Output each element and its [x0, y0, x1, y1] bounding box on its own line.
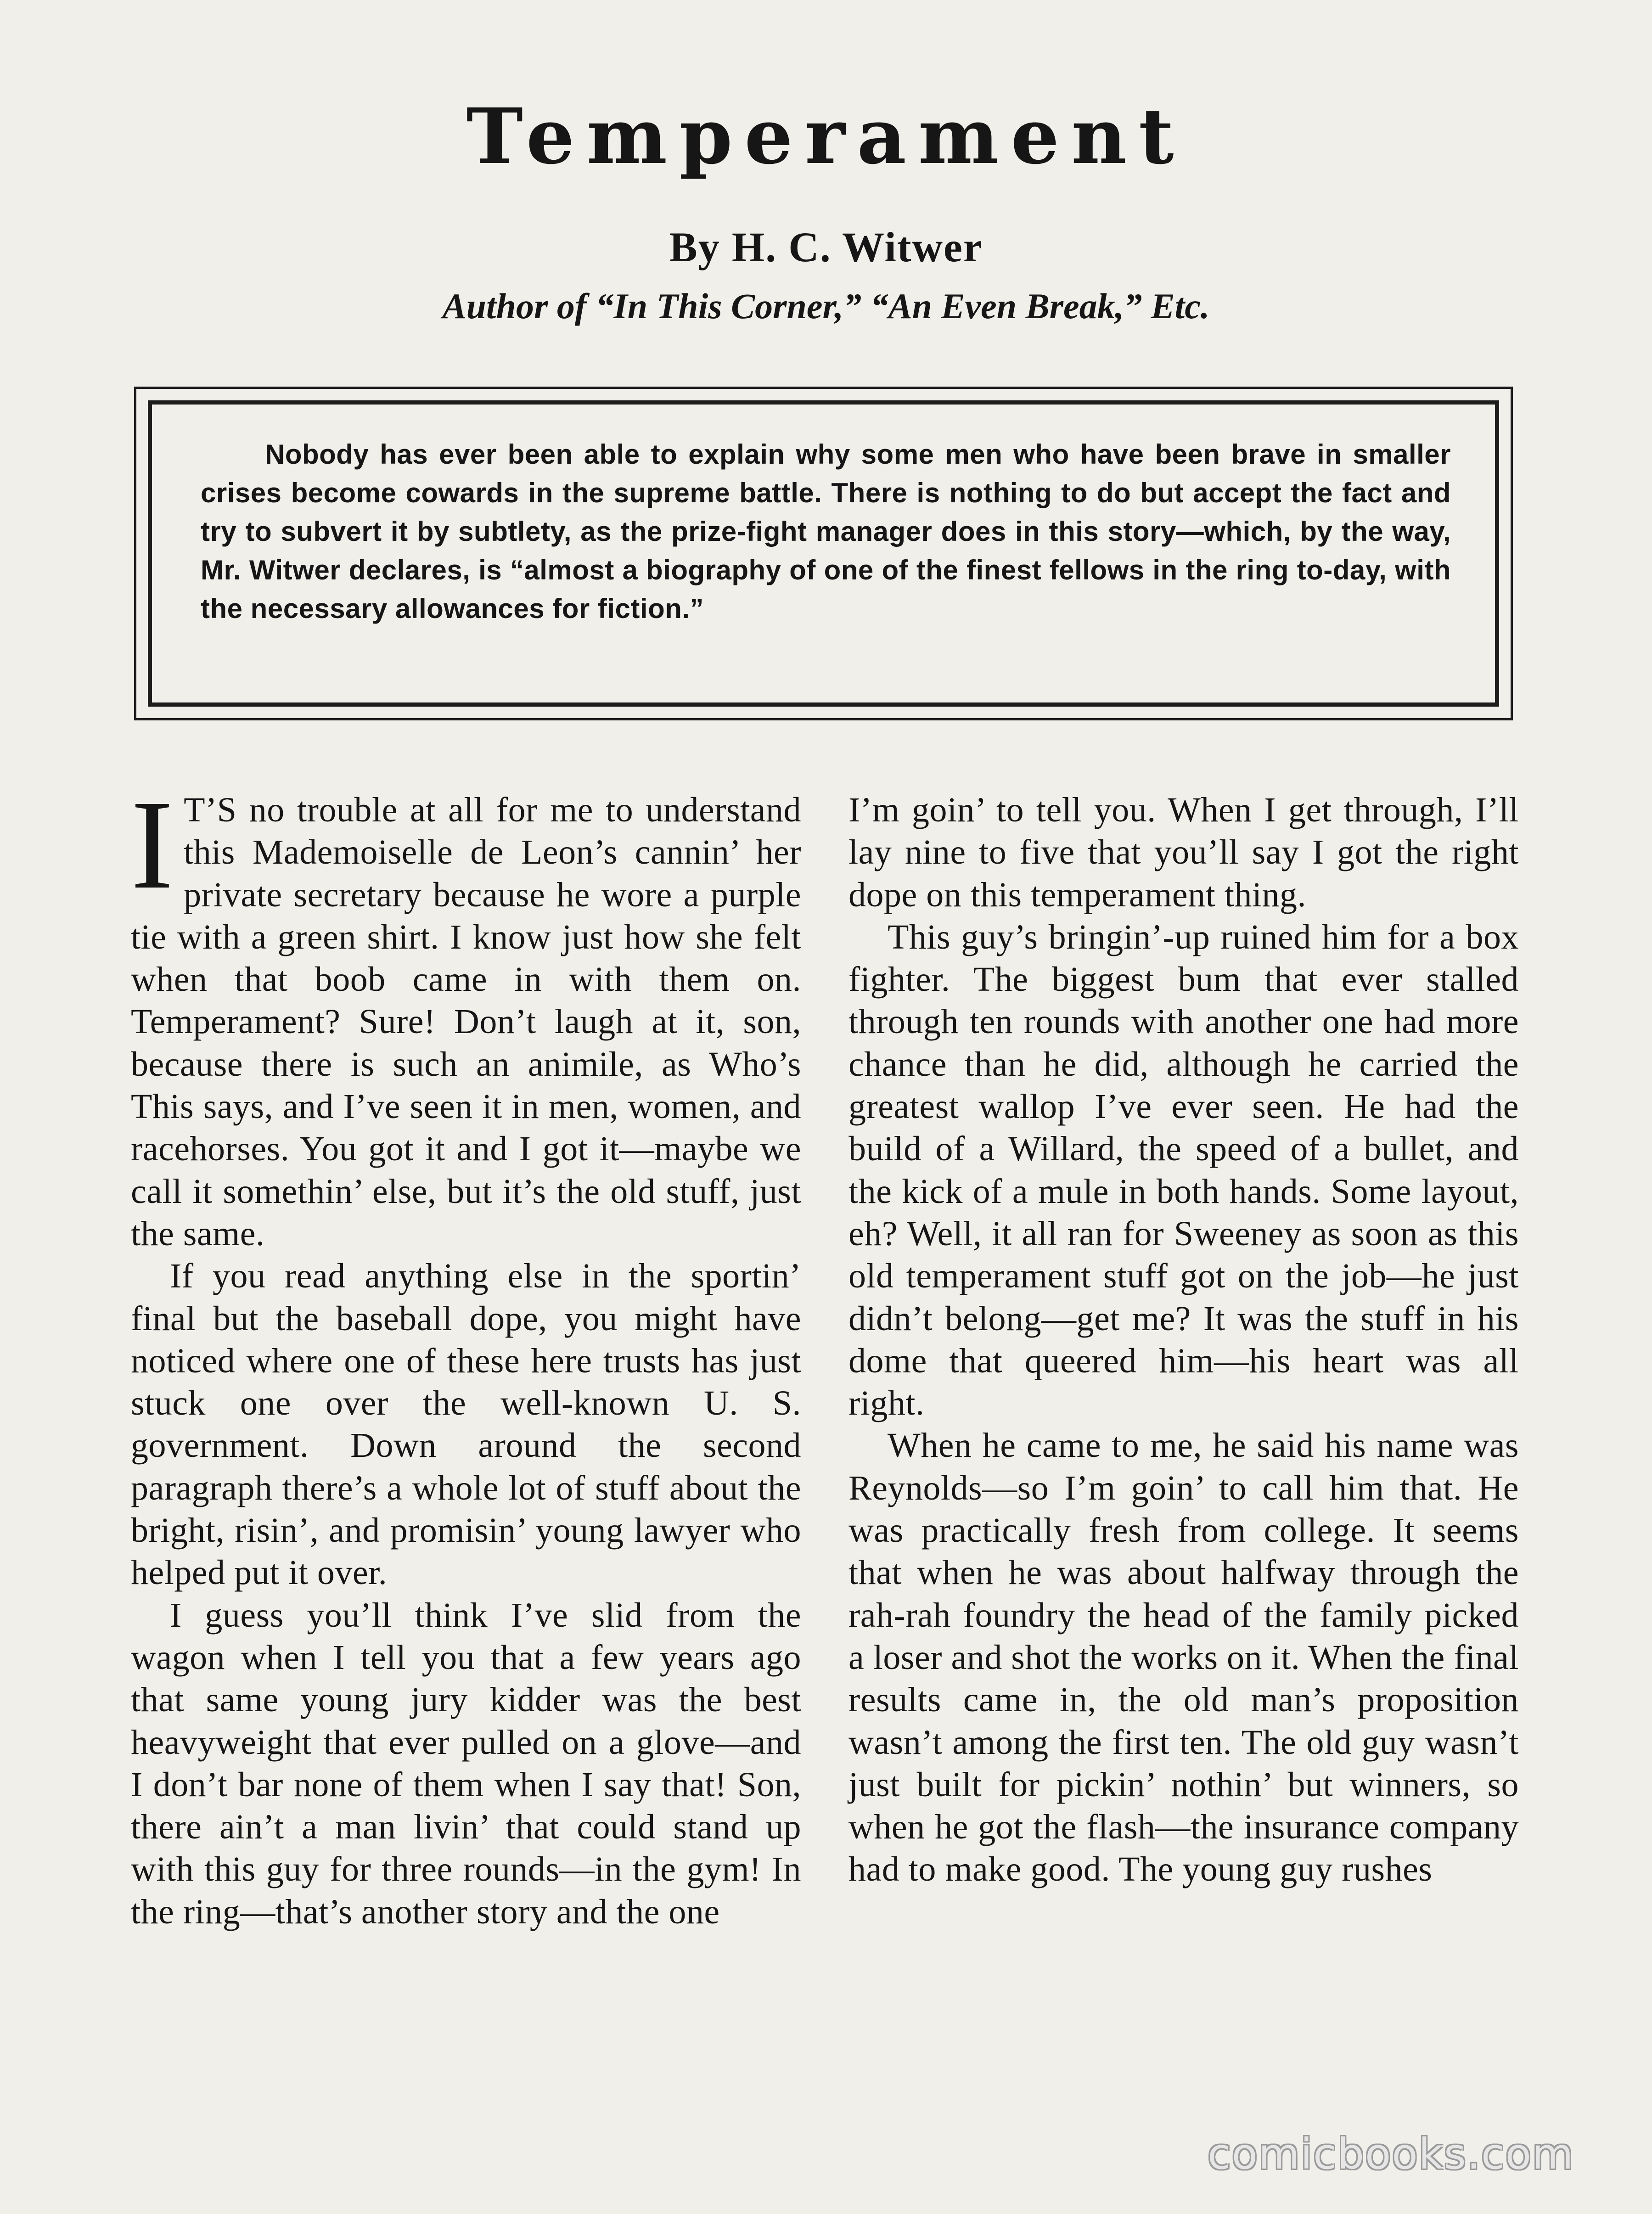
paragraph-5: This guy’s bringin’-up ruined him for a box fighter. The biggest bum that ever stalled through ten rounds with another one had more chance than he did, although he carried the greatest wallop I’ve ever seen. He had the build of a Willard, the speed of a bullet, and the kick of a mule in both hands. Some layout, eh? Well, it all ran for Sweeney as soon as this old temperament stuff got on the job—he just didn’t belong—get me? It was the stuff in his dome that queered him—his heart was all right. [848, 917, 1519, 1423]
paragraph-1 [131, 774, 801, 1255]
paragraph-6: When he came to me, he said his name was Reynolds—so I’m goin’ to call him that. He was practically fresh from college. It seems that when he was about halfway through the rah-rah foundry the head of the family picked a loser and shot the works on it. When the final results came in, the old man’s proposition wasn’t among the first ten. The old guy wasn’t just built for pickin’ nothin’ but winners, so when he got the flash—the insurance company had to make good. The young guy rushes [848, 1426, 1519, 1889]
byline: By H. C. Witwer [669, 224, 983, 270]
paragraph-1-text: T’S no trouble at all for me to understand this Mademoiselle de Leon’s cannin’ her private secretary because he wore a purple tie with a green shirt. I know just how she felt when that boob came in with them on. Temperament? Sure! Don’t laugh at it, son, because there is such an animile, as Who’s This says, and I’ve seen it in men, women, and racehorses. You got it and I got it—maybe we call it somethin’ else, but it’s the old stuff, just the same. [131, 791, 801, 1253]
story-title: Temperament [466, 92, 1186, 181]
intro-blurb: Nobody has ever been able to explain why some men who have been brave in smaller crises become cowards in the supreme battle. There is nothing to do but accept the fact and try to subvert it by subtlety, as the prize-fight manager does in this story—which, by the way, Mr. Witwer declares, is “almost a biography of one of the finest fellows in the ring to-day, with the necessary allowances for fiction.” [201, 439, 1451, 624]
paragraph-3: I guess you’ll think I’ve slid from the wagon when I tell you that a few years ago that same young jury kidder was the best heavyweight that ever pulled on a glove—and I don’t bar none of them when I say that! Son, there ain’t a man livin’ that could stand up with this guy for three rounds—in the gym! In the ring—that’s another story and the one [131, 1596, 801, 1931]
paragraph-2: If you read anything else in the sportin’ final but the baseball dope, you might have noticed where one of these here trusts has just stuck one over the well-known U. S. government. Down around the second paragraph there’s a whole lot of stuff about the bright, risin’, and promisin’ young lawyer who helped put it over. [131, 1257, 801, 1592]
text-column-right [848, 789, 1519, 1891]
drop-cap: I [131, 774, 174, 916]
paragraph-4: I’m goin’ to tell you. When I get through, I’ll lay nine to five that you’ll say I got the right dope on this temperament thing. [848, 791, 1519, 914]
text-column-left [131, 774, 801, 1933]
author-credits: Author of “In This Corner,” “An Even Break,” Etc. [442, 286, 1210, 326]
watermark: comicbooks.com [1208, 2130, 1574, 2179]
